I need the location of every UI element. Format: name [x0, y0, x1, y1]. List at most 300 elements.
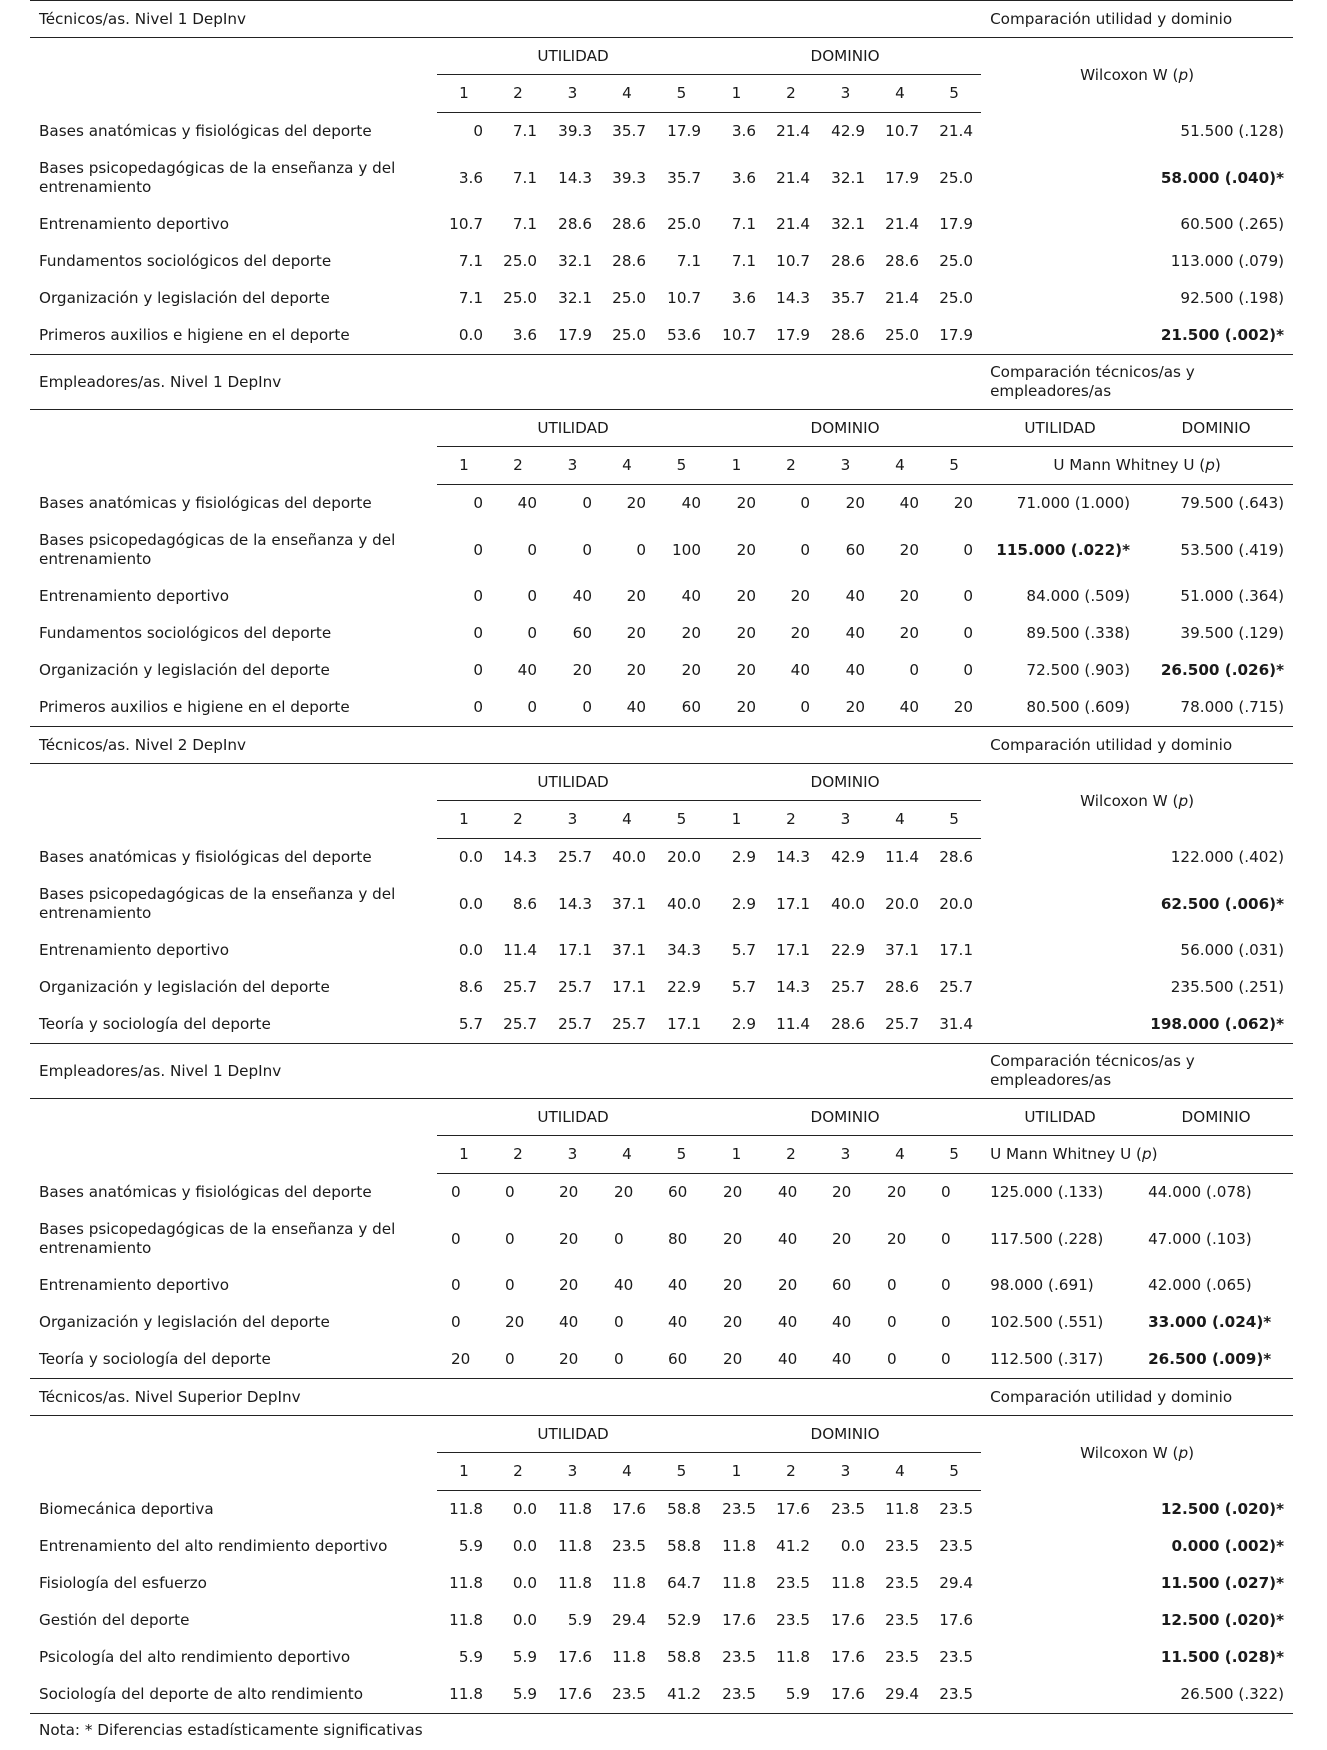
- dominio-value-3: 17.6: [831, 1611, 865, 1629]
- scale-header-5: 5: [654, 1136, 709, 1174]
- utilidad-value-2: 8.6: [512, 894, 537, 913]
- scale-header-1: 1: [709, 1136, 764, 1174]
- dominio-value-2: 17.9: [764, 317, 818, 355]
- dominio-value-3: 42.9: [831, 848, 865, 866]
- table-row: [30, 1304, 1293, 1341]
- stat-header-suffix: ): [1188, 65, 1195, 84]
- mann-utilidad-value: 72.500 (.903): [1026, 661, 1131, 679]
- stat-header-suffix: ): [1188, 1443, 1195, 1462]
- utilidad-value-1: 8.6: [458, 978, 483, 996]
- wilcoxon-value: 58.000 (.040)*: [1160, 168, 1285, 187]
- utilidad-value-2: 0: [491, 1341, 545, 1379]
- dominio-value-2: 23.5: [776, 1574, 810, 1592]
- dominio-value-5: 21.4: [939, 122, 974, 140]
- dominio-value-2: 40: [778, 1313, 798, 1331]
- mann-dominio-value: 53.500 (.419): [1180, 540, 1285, 559]
- mann-whitney-header: [981, 447, 1293, 485]
- dominio-value-3: 28.6: [818, 1006, 873, 1044]
- dominio-value-2: 14.3: [776, 848, 810, 866]
- utilidad-value-5: 20: [681, 624, 701, 642]
- utilidad-value-4: 25.0: [612, 289, 646, 307]
- utilidad-value-5: 60: [654, 689, 709, 727]
- dominio-value-5: 25.7: [939, 978, 974, 996]
- utilidad-value-4: 23.5: [612, 1537, 646, 1555]
- utilidad-value-5: 41.2: [654, 1676, 709, 1714]
- table-row: [30, 578, 1293, 615]
- utilidad-value-2: 0.0: [512, 1574, 537, 1592]
- dominio-value-2: 20: [778, 1276, 798, 1294]
- dominio-value-4: 20.0: [885, 894, 919, 913]
- stat-header-prefix: Wilcoxon W (: [1080, 1443, 1179, 1462]
- dominio-value-2: 41.2: [776, 1537, 810, 1555]
- table-row: [30, 1565, 1293, 1602]
- scale-header-3: 3: [545, 1136, 600, 1174]
- wilcoxon-value: 11.500 (.027)*: [1160, 1574, 1285, 1592]
- section-title: Técnicos/as. Nivel 2 DepInv: [30, 727, 981, 764]
- scale-header-4: 4: [600, 801, 654, 839]
- dominio-value-1: 7.1: [731, 215, 756, 233]
- dominio-value-3: 22.9: [831, 941, 865, 959]
- wilcoxon-value: 62.500 (.006)*: [1160, 894, 1285, 913]
- dominio-value-4: 21.4: [885, 289, 919, 307]
- dominio-value-4: 10.7: [885, 122, 919, 140]
- row-label: Entrenamiento del alto rendimiento deportivo: [39, 1537, 388, 1555]
- dominio-value-3: 20: [832, 1183, 852, 1201]
- utilidad-value-2: 40: [517, 494, 537, 512]
- dominio-value-3: 60: [845, 540, 865, 559]
- utilidad-value-3: 11.8: [558, 1500, 592, 1518]
- scale-header-5: 5: [927, 447, 981, 485]
- scale-header-2: 2: [491, 75, 545, 113]
- dominio-value-3: 25.7: [831, 978, 865, 996]
- dominio-value-4: 17.9: [885, 168, 919, 187]
- utilidad-value-3: 17.9: [545, 317, 600, 355]
- p-symbol: p: [1178, 1443, 1189, 1462]
- utilidad-value-3: 14.3: [558, 894, 592, 913]
- table-row: [30, 280, 1293, 317]
- mann-dominio-value: 79.500 (.643): [1180, 494, 1285, 512]
- utilidad-value-4: 39.3: [612, 168, 646, 187]
- utilidad-value-1: 0.0: [458, 848, 483, 866]
- dominio-value-1: 20: [723, 1229, 743, 1248]
- section-title: Empleadores/as. Nivel 1 DepInv: [30, 355, 981, 410]
- dominio-value-1: 20: [723, 1183, 743, 1201]
- scale-header-4: 4: [600, 1453, 654, 1491]
- utilidad-value-4: 40.0: [612, 848, 646, 866]
- section-title-row: [30, 727, 1293, 764]
- wilcoxon-header: [981, 764, 1293, 839]
- wilcoxon-value: 60.500 (.265): [1180, 215, 1285, 233]
- utilidad-value-2: 0: [491, 689, 545, 727]
- scale-header-1: 1: [437, 1453, 491, 1491]
- dominio-value-5: 29.4: [939, 1574, 974, 1592]
- utilidad-value-3: 32.1: [558, 252, 592, 270]
- table-row: [30, 839, 1293, 877]
- dominio-value-3: 17.6: [831, 1648, 865, 1666]
- dominio-value-1: 20: [723, 1313, 743, 1331]
- utilidad-value-1: 11.8: [449, 1611, 483, 1629]
- table-row: [30, 1528, 1293, 1565]
- mann-utilidad-value: 98.000 (.691): [990, 1276, 1094, 1294]
- dominio-value-1: 3.6: [731, 168, 756, 187]
- utilidad-value-4: 35.7: [612, 122, 646, 140]
- dominio-value-5: 17.9: [927, 317, 981, 355]
- utilidad-value-5: 10.7: [667, 289, 701, 307]
- utilidad-value-2: 7.1: [512, 215, 537, 233]
- utilidad-value-2: 0.0: [512, 1611, 537, 1629]
- utilidad-value-2: 40: [517, 661, 537, 679]
- utilidad-value-5: 53.6: [654, 317, 709, 355]
- utilidad-value-4: 20: [626, 624, 646, 642]
- utilidad-value-5: 40: [681, 587, 701, 605]
- mann-dominio-value: 78.000 (.715): [1139, 689, 1293, 727]
- row-label: Primeros auxilios e higiene en el deporte: [30, 689, 437, 727]
- utilidad-value-1: 20: [437, 1341, 491, 1379]
- dominio-value-4: 0: [909, 661, 919, 679]
- utilidad-value-1: 0: [437, 689, 491, 727]
- scale-header-3: 3: [818, 447, 873, 485]
- utilidad-value-4: 37.1: [612, 894, 646, 913]
- dominio-value-2: 14.3: [776, 978, 810, 996]
- row-label: Teoría y sociología del deporte: [30, 1341, 437, 1379]
- utilidad-value-1: 7.1: [458, 289, 483, 307]
- scale-header-2: 2: [764, 75, 818, 113]
- dominio-value-1: 20: [709, 1341, 764, 1379]
- scale-header-2: 2: [491, 1136, 545, 1174]
- dominio-value-4: 40: [899, 494, 919, 512]
- utilidad-value-1: 0: [473, 661, 483, 679]
- utilidad-value-2: 0.0: [512, 1537, 537, 1555]
- dominio-value-3: 20: [845, 494, 865, 512]
- utilidad-value-2: 20: [505, 1313, 525, 1331]
- dominio-value-1: 20: [736, 540, 756, 559]
- dominio-value-5: 23.5: [927, 1676, 981, 1714]
- table-row: [30, 1006, 1293, 1044]
- dominio-value-3: 32.1: [831, 215, 865, 233]
- mann-dominio-value: 39.500 (.129): [1180, 624, 1285, 642]
- utilidad-value-3: 28.6: [558, 215, 592, 233]
- utilidad-value-4: 40: [600, 689, 654, 727]
- utilidad-value-2: 0: [527, 587, 537, 605]
- utilidad-value-5: 34.3: [667, 941, 701, 959]
- utilidad-value-5: 40.0: [667, 894, 701, 913]
- section-title: Técnicos/as. Nivel Superior DepInv: [30, 1379, 981, 1416]
- comparison-title: Comparación utilidad y dominio: [981, 1379, 1293, 1416]
- utilidad-value-4: 11.8: [612, 1574, 646, 1592]
- row-label: Bases anatómicas y fisiológicas del deporte: [39, 847, 372, 866]
- dominio-value-4: 40: [873, 689, 927, 727]
- table-note: Nota: * Diferencias estadísticamente significativas: [39, 1721, 423, 1739]
- utilidad-header: UTILIDAD: [437, 1099, 709, 1136]
- scale-header-4: 4: [873, 801, 927, 839]
- row-label: Bases psicopedagógicas de la enseñanza y del entrenamiento: [39, 531, 396, 568]
- dominio-value-1: 5.7: [731, 978, 756, 996]
- dominio-value-4: 11.4: [885, 848, 919, 866]
- dominio-header: DOMINIO: [709, 410, 981, 447]
- mann-whitney-header: [981, 1136, 1293, 1174]
- dominio-value-5: 0: [941, 1313, 951, 1331]
- group-header-row: [30, 38, 1293, 75]
- scale-header-3: 3: [545, 75, 600, 113]
- utilidad-value-4: 29.4: [612, 1611, 646, 1629]
- wilcoxon-header: [981, 1416, 1293, 1491]
- row-label: Bases anatómicas y fisiológicas del deporte: [39, 121, 372, 140]
- dominio-value-3: 40: [845, 624, 865, 642]
- comparison-title: Comparación utilidad y dominio: [981, 1, 1293, 38]
- row-label: Bases psicopedagógicas de la enseñanza y del entrenamiento: [39, 885, 396, 922]
- dominio-value-4: 20: [887, 1183, 907, 1201]
- dominio-value-4: 11.8: [885, 1500, 919, 1518]
- dominio-value-3: 40.0: [831, 894, 865, 913]
- wilcoxon-value: 12.500 (.020)*: [1160, 1499, 1285, 1518]
- section-title: Empleadores/as. Nivel 1 DepInv: [30, 1044, 981, 1099]
- utilidad-value-4: 11.8: [612, 1648, 646, 1666]
- scale-header-4: 4: [873, 447, 927, 485]
- row-label: Entrenamiento deportivo: [39, 587, 230, 605]
- scale-header-3: 3: [545, 447, 600, 485]
- dominio-value-2: 40: [778, 1183, 798, 1201]
- dominio-value-2: 23.5: [776, 1611, 810, 1629]
- utilidad-value-3: 40: [559, 1313, 579, 1331]
- utilidad-value-2: 7.1: [512, 122, 537, 140]
- dominio-value-4: 0: [887, 1276, 897, 1294]
- dominio-value-2: 0: [800, 540, 810, 559]
- row-label: Entrenamiento deportivo: [39, 941, 230, 959]
- utilidad-value-4: 0: [614, 1229, 624, 1248]
- table-row: [30, 615, 1293, 652]
- utilidad-value-5: 7.1: [676, 252, 701, 270]
- dominio-value-5: 17.6: [939, 1611, 974, 1629]
- utilidad-value-3: 25.7: [545, 1006, 600, 1044]
- table-row: [30, 485, 1293, 523]
- utilidad-value-3: 14.3: [558, 168, 592, 187]
- scale-header-1: 1: [437, 801, 491, 839]
- utilidad-value-3: 40: [572, 587, 592, 605]
- table-row: [30, 206, 1293, 243]
- row-label: Organización y legislación del deporte: [39, 1313, 330, 1331]
- table-row: [30, 932, 1293, 969]
- mann-utilidad-value: 115.000 (.022)*: [996, 540, 1131, 559]
- scale-header-5: 5: [927, 1136, 981, 1174]
- row-label: Fundamentos sociológicos del deporte: [39, 624, 332, 642]
- utilidad-value-2: 0: [505, 1276, 515, 1294]
- dominio-value-1: 17.6: [722, 1611, 756, 1629]
- table-row: [30, 150, 1293, 206]
- scale-header-1: 1: [709, 75, 764, 113]
- dominio-value-3: 60: [832, 1276, 852, 1294]
- utilidad-value-3: 25.7: [558, 848, 592, 866]
- utilidad-value-3: 25.7: [558, 978, 592, 996]
- scale-header-2: 2: [491, 801, 545, 839]
- dominio-value-1: 2.9: [709, 1006, 764, 1044]
- utilidad-value-1: 0: [473, 494, 483, 512]
- mann-dominio-value: 33.000 (.024)*: [1148, 1313, 1272, 1331]
- dominio-value-1: 23.5: [722, 1500, 756, 1518]
- blank-header-cell: [30, 1416, 437, 1491]
- dominio-value-1: 3.6: [731, 289, 756, 307]
- dominio-value-5: 0: [963, 661, 974, 679]
- dominio-value-5: 0: [927, 1341, 981, 1379]
- utilidad-value-5: 58.8: [667, 1648, 701, 1666]
- utilidad-value-2: 5.9: [512, 1648, 537, 1666]
- utilidad-value-4: 20: [626, 494, 646, 512]
- utilidad-value-2: 25.0: [503, 289, 537, 307]
- scale-header-4: 4: [873, 1453, 927, 1491]
- utilidad-value-3: 20: [545, 1341, 600, 1379]
- wilcoxon-value: 198.000 (.062)*: [981, 1006, 1293, 1044]
- dominio-value-3: 40: [845, 587, 865, 605]
- utilidad-value-1: 0: [473, 540, 483, 559]
- dominio-value-2: 20: [790, 587, 810, 605]
- dominio-value-4: 20: [899, 540, 919, 559]
- dominio-value-4: 0: [887, 1313, 897, 1331]
- stat-header-prefix: Wilcoxon W (: [1080, 791, 1179, 810]
- dominio-value-2: 40: [764, 1341, 818, 1379]
- utilidad-value-4: 17.1: [612, 978, 646, 996]
- utilidad-value-5: 60: [654, 1341, 709, 1379]
- utilidad-value-5: 40: [668, 1276, 688, 1294]
- group-header-row: [30, 764, 1293, 801]
- utilidad-value-1: 0.0: [458, 941, 483, 959]
- dominio-value-1: 11.8: [722, 1537, 756, 1555]
- utilidad-value-2: 0: [527, 624, 537, 642]
- utilidad-value-2: 0: [505, 1183, 515, 1201]
- dominio-value-5: 25.0: [939, 168, 974, 187]
- dominio-value-2: 17.6: [776, 1500, 810, 1518]
- utilidad-value-1: 0.0: [437, 317, 491, 355]
- dominio-value-3: 17.6: [818, 1676, 873, 1714]
- section-title: Técnicos/as. Nivel 1 DepInv: [30, 1, 981, 38]
- scale-header-2: 2: [491, 447, 545, 485]
- dominio-value-3: 0.0: [840, 1537, 865, 1555]
- utilidad-value-4: 23.5: [600, 1676, 654, 1714]
- scale-header-1: 1: [709, 801, 764, 839]
- dominio-value-5: 17.9: [939, 215, 974, 233]
- table-row: [30, 1341, 1293, 1379]
- utilidad-value-1: 0: [451, 1313, 461, 1331]
- utilidad-value-1: 7.1: [458, 252, 483, 270]
- row-label: Teoría y sociología del deporte: [30, 1006, 437, 1044]
- scale-header-1: 1: [709, 447, 764, 485]
- scale-header-3: 3: [818, 1453, 873, 1491]
- dominio-value-2: 0: [764, 689, 818, 727]
- utilidad-value-3: 17.6: [558, 1648, 592, 1666]
- wilcoxon-value: 56.000 (.031): [1180, 941, 1285, 959]
- wilcoxon-value: 21.500 (.002)*: [981, 317, 1293, 355]
- table-row: [30, 243, 1293, 280]
- mann-utilidad-value: 80.500 (.609): [981, 689, 1139, 727]
- table-row: [30, 1174, 1293, 1212]
- dominio-value-5: 0: [941, 1276, 951, 1294]
- utilidad-value-3: 32.1: [558, 289, 592, 307]
- utilidad-value-4: 17.6: [612, 1500, 646, 1518]
- row-label: Organización y legislación del deporte: [39, 289, 330, 307]
- dominio-value-1: 20: [736, 661, 756, 679]
- utilidad-value-1: 0.0: [458, 894, 483, 913]
- utilidad-value-1: 11.8: [449, 1500, 483, 1518]
- blank-header-cell: [30, 38, 437, 113]
- scale-header-3: 3: [818, 75, 873, 113]
- utilidad-value-5: 22.9: [667, 978, 701, 996]
- comp-dominio-header: DOMINIO: [1139, 1099, 1293, 1136]
- dominio-value-1: 7.1: [731, 252, 756, 270]
- utilidad-value-5: 40: [681, 494, 701, 512]
- table-row: [30, 1639, 1293, 1676]
- utilidad-value-3: 39.3: [558, 122, 592, 140]
- utilidad-value-3: 0: [545, 689, 600, 727]
- row-label: Entrenamiento deportivo: [39, 215, 230, 233]
- scale-header-3: 3: [545, 801, 600, 839]
- utilidad-value-5: 58.8: [667, 1537, 701, 1555]
- table-row: [30, 1676, 1293, 1714]
- dominio-value-5: 0: [963, 540, 974, 559]
- section-title-row: [30, 1379, 1293, 1416]
- utilidad-value-2: 14.3: [503, 848, 537, 866]
- scale-header-2: 2: [764, 1136, 818, 1174]
- utilidad-value-5: 25.0: [667, 215, 701, 233]
- table-row: [30, 1267, 1293, 1304]
- mann-dominio-value: 47.000 (.103): [1148, 1229, 1252, 1248]
- dominio-value-1: 10.7: [709, 317, 764, 355]
- p-symbol: p: [1178, 65, 1189, 84]
- scale-header-3: 3: [818, 1136, 873, 1174]
- dominio-value-2: 40: [778, 1229, 798, 1248]
- utilidad-value-1: 3.6: [458, 168, 483, 187]
- dominio-value-5: 31.4: [927, 1006, 981, 1044]
- dominio-value-3: 20: [832, 1229, 852, 1248]
- mann-utilidad-value: 102.500 (.551): [990, 1313, 1104, 1331]
- scale-header-3: 3: [818, 801, 873, 839]
- dominio-value-1: 20: [723, 1276, 743, 1294]
- dominio-value-2: 17.1: [776, 894, 810, 913]
- dominio-header: DOMINIO: [709, 764, 981, 801]
- dominio-header: DOMINIO: [709, 1416, 981, 1453]
- p-symbol: p: [1205, 456, 1215, 474]
- utilidad-value-2: 3.6: [491, 317, 545, 355]
- wilcoxon-value: 113.000 (.079): [1170, 252, 1285, 270]
- utilidad-value-4: 20: [626, 661, 646, 679]
- dominio-value-3: 32.1: [831, 168, 865, 187]
- table-row: [30, 317, 1293, 355]
- row-label: Fundamentos sociológicos del deporte: [39, 252, 332, 270]
- dominio-value-5: 20: [927, 689, 981, 727]
- dominio-value-1: 20: [736, 624, 756, 642]
- results-table-container: [30, 0, 1293, 1746]
- dominio-value-3: 11.8: [831, 1574, 865, 1592]
- utilidad-value-4: 20: [626, 587, 646, 605]
- utilidad-value-5: 20.0: [667, 848, 701, 866]
- dominio-value-3: 28.6: [831, 252, 865, 270]
- scale-header-1: 1: [437, 75, 491, 113]
- dominio-value-4: 37.1: [885, 941, 919, 959]
- dominio-value-5: 20: [953, 494, 974, 512]
- row-label: Primeros auxilios e higiene en el deporte: [30, 317, 437, 355]
- utilidad-value-1: 0: [451, 1276, 461, 1294]
- stat-header-suffix: ): [1214, 456, 1221, 474]
- utilidad-value-5: 35.7: [667, 168, 701, 187]
- section-title-row: [30, 1, 1293, 38]
- dominio-value-5: 0: [941, 1229, 951, 1248]
- scale-header-5: 5: [927, 1453, 981, 1491]
- scale-header-5: 5: [654, 75, 709, 113]
- dominio-value-2: 14.3: [776, 289, 810, 307]
- utilidad-value-5: 64.7: [667, 1574, 701, 1592]
- dominio-value-2: 21.4: [776, 168, 810, 187]
- dominio-value-5: 28.6: [939, 848, 974, 866]
- scale-header-5: 5: [654, 447, 709, 485]
- utilidad-value-1: 0: [451, 1183, 461, 1201]
- dominio-value-5: 20.0: [939, 894, 974, 913]
